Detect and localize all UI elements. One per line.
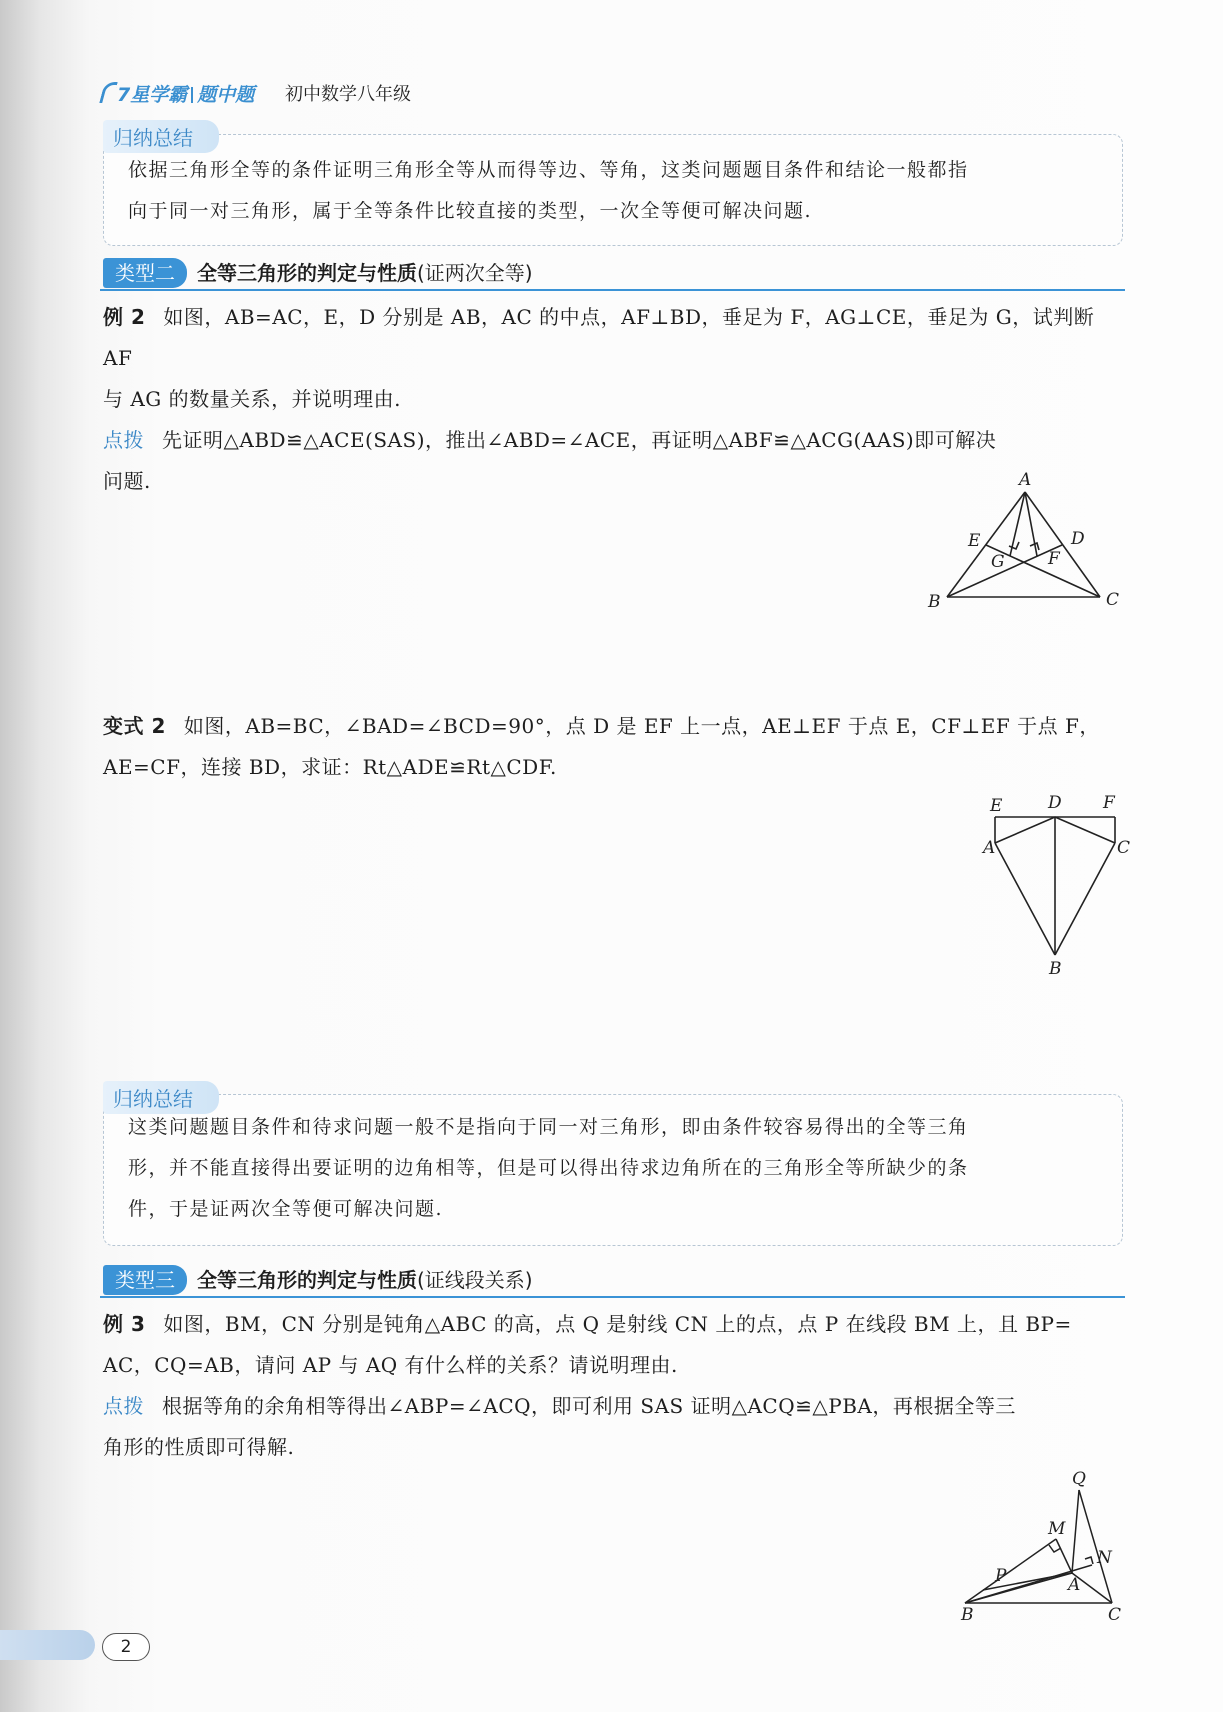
example-2-line-2: 与 AG 的数量关系，并说明理由. — [103, 387, 401, 411]
summary-2-line-1: 这类问题题目条件和待求问题一般不是指向于同一对三角形，即由条件较容易得出的全等三角 — [128, 1116, 969, 1138]
fig3-label-c: C — [1108, 1605, 1122, 1625]
fig1-label-a: A — [1019, 470, 1032, 490]
brand-subname: 题中题 — [197, 84, 255, 106]
example-3-hint-line-1: 根据等角的余角相等得出∠ABP=∠ACQ，即可利用 SAS 证明△ACQ≌△PBA，再根据全等三 — [162, 1394, 1016, 1418]
type-2-tag: 类型二 — [103, 258, 187, 288]
type-2-title — [197, 258, 533, 288]
leaf-logo-icon — [99, 82, 118, 103]
book-subject: 初中数学八年级 — [285, 84, 411, 105]
fig3-label-b: B — [961, 1605, 974, 1625]
page-number-bar — [0, 1630, 95, 1660]
example-3-hint-label: 点拨 — [103, 1394, 144, 1418]
fig1-label-d: D — [1071, 529, 1085, 549]
type-3-tag: 类型三 — [103, 1265, 187, 1295]
figure-kite-abcd — [975, 793, 1135, 983]
fig3-label-q: Q — [1072, 1470, 1086, 1489]
variant-2-line-2: AE=CF，连接 BD，求证：Rt△ADE≌Rt△CDF. — [103, 755, 557, 779]
fig2-segment-cb — [1055, 843, 1115, 955]
example-2-label: 例 2 — [103, 305, 146, 329]
example-2-hint-line-1: 先证明△ABD≌△ACE(SAS)，推出∠ABD=∠ACE，再证明△ABF≌△ACG(AAS)即可解决 — [162, 428, 997, 452]
fig1-label-g: G — [991, 552, 1005, 572]
fig1-label-e: E — [968, 531, 981, 551]
summary-tag-1: 归纳总结 — [103, 120, 219, 153]
fig2-label-f: F — [1103, 793, 1115, 813]
fig1-label-f: F — [1048, 549, 1060, 569]
figure-obtuse-triangle — [945, 1470, 1130, 1625]
page-number: 2 — [102, 1633, 150, 1661]
type-3-title-text: 全等三角形的判定与性质 — [197, 1268, 417, 1292]
fig3-segment-aq — [1072, 1490, 1079, 1573]
fig3-right-angle-n — [1085, 1557, 1093, 1564]
fig2-label-b: B — [1049, 959, 1062, 979]
fig3-label-a: A — [1068, 1575, 1081, 1595]
type-3-underline — [100, 1296, 1125, 1298]
fig2-label-a: A — [983, 838, 996, 858]
fig2-segment-da — [995, 817, 1055, 843]
variant-2 — [103, 706, 1123, 788]
example-3-line-1: 如图，BM，CN 分别是钝角△ABC 的高，点 Q 是射线 CN 上的点，点 P 在线段 BM 上，且 BP= — [163, 1312, 1072, 1336]
brand-name: 7星学霸 — [117, 84, 188, 106]
fig3-extension-am — [1056, 1539, 1072, 1573]
section-type-2 — [103, 258, 533, 288]
fig2-segment-ab — [995, 843, 1055, 955]
fig1-label-c: C — [1106, 590, 1120, 610]
summary-box-2 — [103, 1094, 1123, 1246]
fig3-label-m: M — [1048, 1519, 1066, 1539]
fig2-segment-dc — [1055, 817, 1115, 843]
type-2-underline — [100, 289, 1125, 291]
figure-triangle-abc — [920, 465, 1135, 625]
section-type-3 — [103, 1265, 533, 1295]
variant-2-line-1: 如图，AB=BC，∠BAD=∠BCD=90°，点 D 是 EF 上一点，AE⊥EF 于点 E，CF⊥EF 于点 F， — [183, 714, 1100, 738]
fig1-right-angle-g — [1009, 542, 1019, 549]
type-2-title-paren: (证两次全等) — [417, 261, 533, 285]
variant-2-label: 变式 2 — [103, 714, 166, 738]
fig3-label-n: N — [1097, 1548, 1112, 1568]
summary-tag-2: 归纳总结 — [103, 1081, 219, 1114]
brand-divider — [191, 87, 193, 103]
summary-2-line-3: 件，于是证两次全等便可解决问题. — [128, 1198, 444, 1220]
fig3-altitude-bm — [965, 1539, 1056, 1603]
type-2-title-text: 全等三角形的判定与性质 — [197, 261, 417, 285]
example-2-hint-line-2: 问题. — [103, 469, 151, 493]
brand-logo — [102, 80, 254, 107]
example-2-hint-label: 点拨 — [103, 428, 144, 452]
example-3-line-2: AC，CQ=AB，请问 AP 与 AQ 有什么样的关系？请说明理由. — [103, 1353, 678, 1377]
fig2-label-c: C — [1117, 838, 1131, 858]
type-3-title-paren: (证线段关系) — [417, 1268, 533, 1292]
summary-box-1 — [103, 134, 1123, 246]
summary-2-line-2: 形，并不能直接得出要证明的边角相等，但是可以得出待求边角所在的三角形全等所缺少的条 — [128, 1157, 969, 1179]
fig1-side-ac — [1025, 492, 1100, 597]
summary-1-line-2: 向于同一对三角形，属于全等条件比较直接的类型，一次全等便可解决问题. — [128, 200, 813, 222]
fig3-ray-cq — [1079, 1490, 1112, 1603]
fig2-label-e: E — [990, 796, 1003, 816]
example-3-hint-line-2: 角形的性质即可得解. — [103, 1435, 295, 1459]
type-3-title — [197, 1265, 533, 1295]
fig1-label-b: B — [928, 592, 941, 612]
example-3 — [103, 1304, 1123, 1468]
summary-1-line-1: 依据三角形全等的条件证明三角形全等从而得等边、等角，这类问题题目条件和结论一般都指 — [128, 159, 969, 181]
fig3-label-p: P — [995, 1566, 1007, 1586]
example-3-label: 例 3 — [103, 1312, 146, 1336]
example-2-line-1: 如图，AB=AC，E，D 分别是 AB，AC 的中点，AF⊥BD，垂足为 F，AG⊥CE，垂足为 G，试判断 AF — [103, 305, 1095, 370]
fig2-label-d: D — [1048, 793, 1062, 813]
